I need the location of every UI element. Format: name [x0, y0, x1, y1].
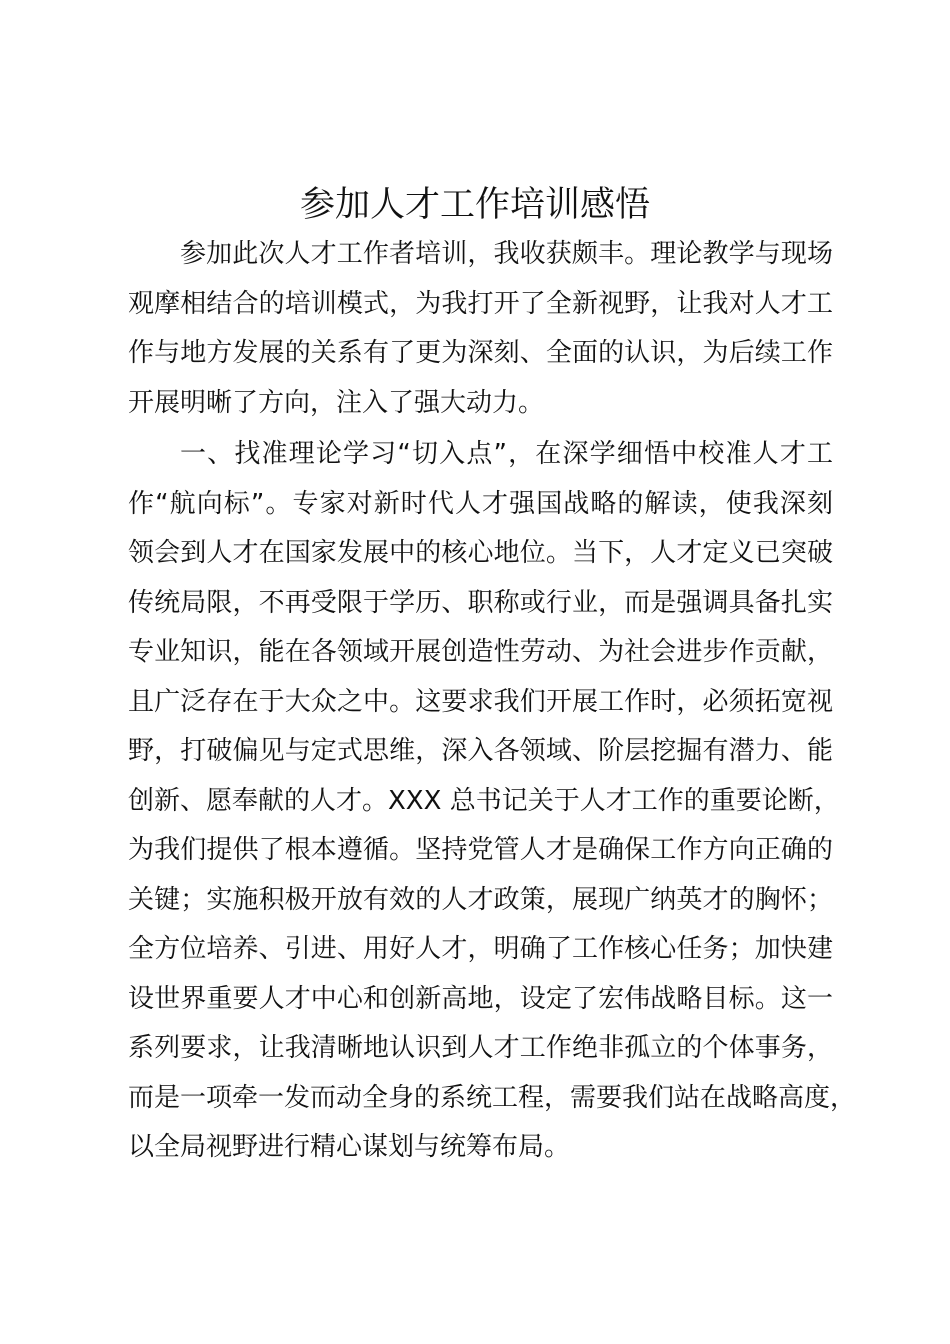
text-line: 作“航向标”。专家对新时代人才强国战略的解读，使我深刻 [128, 488, 833, 519]
text-line: 传统局限，不再受限于学历、职称或行业，而是强调具备扎实 [128, 587, 833, 618]
text-line: 观摩相结合的培训模式，为我打开了全新视野，让我对人才工 [128, 288, 833, 319]
paragraph-intro [128, 230, 833, 428]
text-line: 领会到人才在国家发展中的核心地位。当下，人才定义已突破 [128, 538, 833, 568]
text-line: 设世界重要人才中心和创新高地，设定了宏伟战略目标。这一 [128, 983, 833, 1014]
text-line: 参加此次人才工作者培训，我收获颇丰。理论教学与现场 [180, 239, 833, 269]
text-line: 全方位培养、引进、用好人才，明确了工作核心任务；加快建 [128, 934, 833, 964]
text-line: 开展明晰了方向，注入了强大动力。 [128, 387, 545, 418]
paragraph-section-one [128, 430, 857, 1173]
text-line: 且广泛存在于大众之中。这要求我们开展工作时，必须拓宽视 [128, 686, 833, 717]
text-line: 创新、愿奉献的人才。XXX 总书记关于人才工作的重要论断， [128, 785, 840, 816]
text-line: 专业知识，能在各领域开展创造性劳动、为社会进步作贡献， [128, 637, 833, 667]
text-line: 为我们提供了根本遵循。坚持党管人才是确保工作方向正确的 [128, 835, 833, 865]
text-line: 作与地方发展的关系有了更为深刻、全面的认识，为后续工作 [128, 338, 833, 368]
text-line: 一、找准理论学习“切入点”，在深学细悟中校准人才工 [180, 439, 833, 469]
text-line: 以全局视野进行精心谋划与统筹布局。 [128, 1132, 571, 1162]
text-line: 系列要求，让我清晰地认识到人才工作绝非孤立的个体事务， [128, 1033, 833, 1063]
document-title: 参加人才工作培训感悟 [299, 185, 650, 225]
text-line: 关键；实施积极开放有效的人才政策，展现广纳英才的胸怀； [128, 884, 833, 915]
text-line: 而是一项牵一发而动全身的系统工程，需要我们站在战略高度， [128, 1082, 857, 1113]
text-line: 野，打破偏见与定式思维，深入各领域、阶层挖掘有潜力、能 [128, 736, 833, 766]
